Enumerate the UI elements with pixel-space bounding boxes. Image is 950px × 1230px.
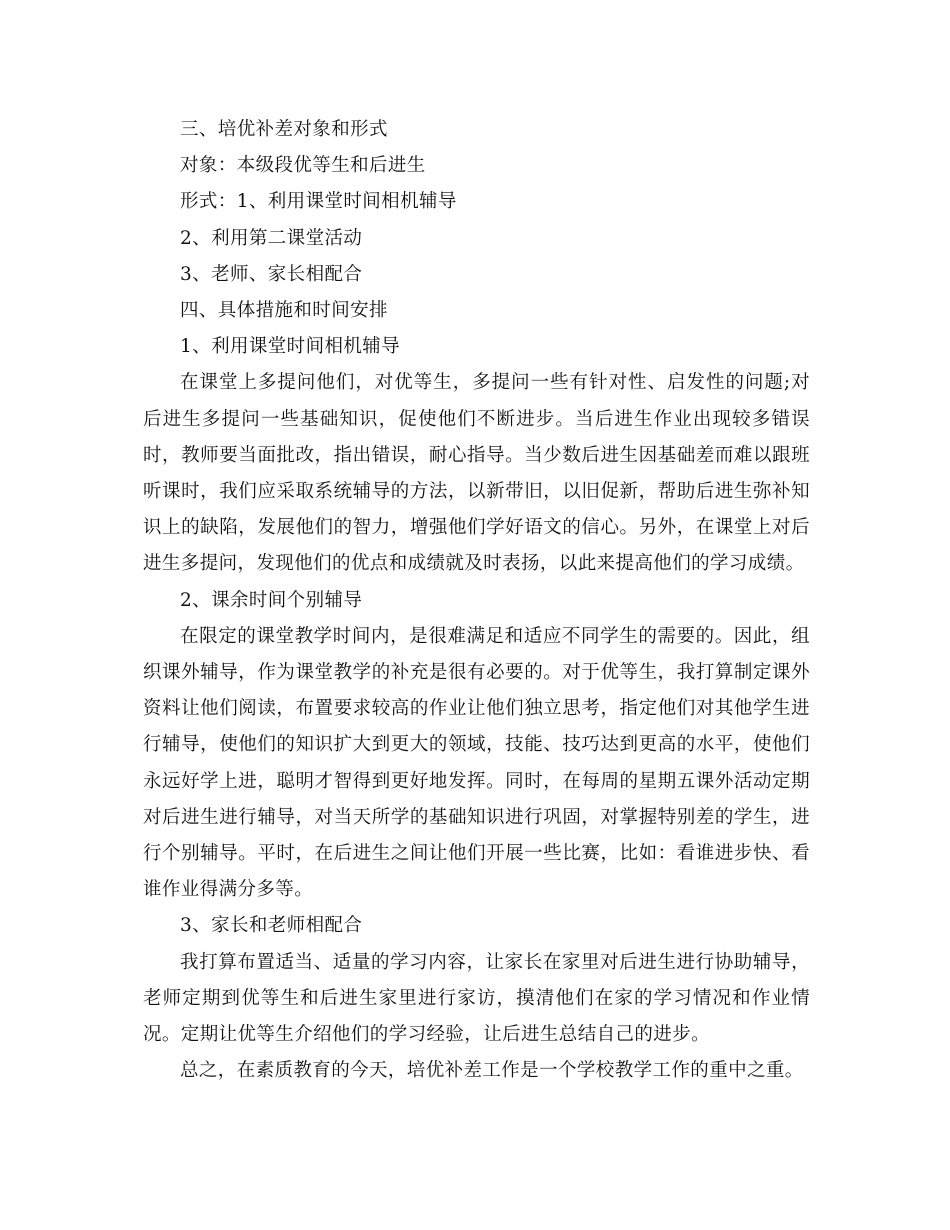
section-heading-3: 三、培优补差对象和形式 <box>180 119 388 140</box>
section-heading-4: 四、具体措施和时间安排 <box>180 300 388 322</box>
form-line-2: 2、利用第二课堂活动 <box>180 227 363 249</box>
body-paragraph-1: 在课堂上多提问他们，对优等生，多提问一些有针对性、启发性的问题;对后进生多提问一些基础知识，促使他们不断进步。当后进生作业出现较多错误时，教师要当面批改，指出错误，耐心指导。当少数后进生因基础差而难以跟班听课时，我们应采取系统辅导的方法，以新带旧，以旧促新，帮助后进生弥补知识上的缺陷，发展他们的智力，增强他们学好语文的信心。另外，在课堂上对后进生多提问，发现他们的优点和成绩就及时表扬，以此来提高他们的学习成绩。 <box>143 372 810 575</box>
subheading-1: 1、利用课堂时间相机辅导 <box>180 336 401 358</box>
form-line-3: 3、老师、家长相配合 <box>180 263 363 285</box>
form-line-1: 形式：1、利用课堂时间相机辅导 <box>180 191 457 213</box>
target-line: 对象：本级段优等生和后进生 <box>180 155 426 177</box>
subheading-3: 3、家长和老师相配合 <box>180 915 363 937</box>
body-paragraph-3: 我打算布置适当、适量的学习内容，让家长在家里对后进生进行协助辅导，老师定期到优等生和后进生家里进行家访，摸清他们在家的学习情况和作业情况。定期让优等生介绍他们的学习经验，让后进生总结自己的进步。 <box>143 951 810 1046</box>
body-paragraph-2: 在限定的课堂教学时间内，是很难满足和适应不同学生的需要的。因此，组织课外辅导，作为课堂教学的补充是很有必要的。对于优等生，我打算制定课外资料让他们阅读，布置要求较高的作业让他们独立思考，指定他们对其他学生进行辅导，使他们的知识扩大到更大的领域，技能、技巧达到更高的水平，使他们永远好学上进，聪明才智得到更好地发挥。同时，在每周的星期五课外活动定期对后进生进行辅导，对当天所学的基础知识进行巩固，对掌握特别差的学生，进行个别辅导。平时，在后进生之间让他们开展一些比赛，比如：看谁进步快、看谁作业得满分多等。 <box>143 625 810 901</box>
conclusion-paragraph: 总之，在素质教育的今天，培优补差工作是一个学校教学工作的重中之重。 <box>180 1060 804 1082</box>
document-body <box>143 112 810 1089</box>
subheading-2: 2、课余时间个别辅导 <box>180 589 363 611</box>
